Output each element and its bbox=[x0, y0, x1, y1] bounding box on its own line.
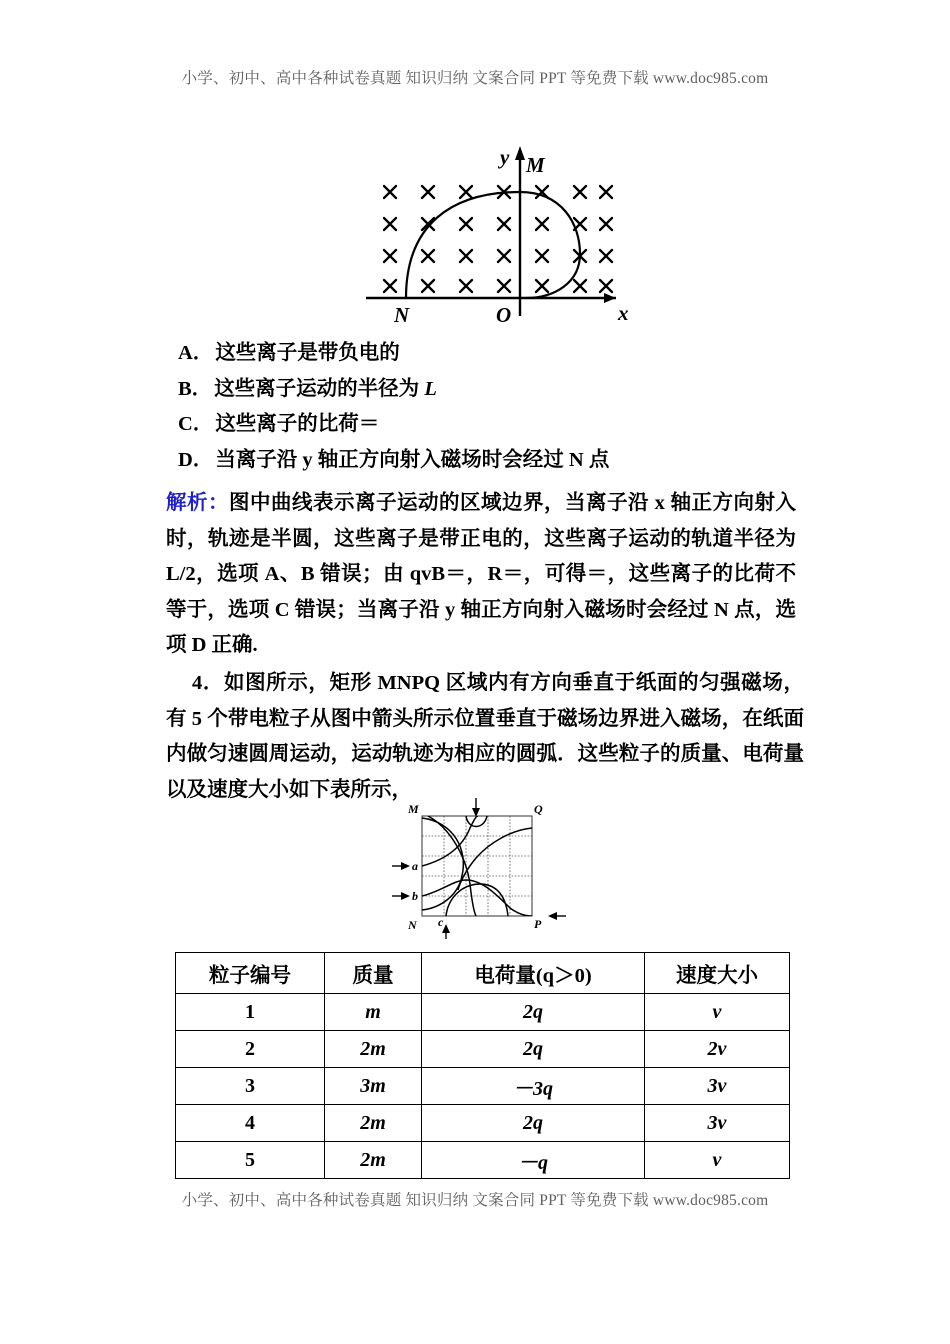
cell-id: 2 bbox=[176, 1031, 325, 1068]
watermark-footer: 小学、初中、高中各种试卷真题 知识归纳 文案合同 PPT 等免费下载 www.doc985.com bbox=[181, 1192, 769, 1209]
cell-mass: 2m bbox=[325, 1142, 422, 1179]
option-a-text: 这些离子是带负电的 bbox=[215, 342, 400, 364]
label-M: M bbox=[408, 802, 419, 816]
cell-speed: 2v bbox=[645, 1031, 790, 1068]
label-x-axis: x bbox=[618, 301, 629, 325]
table-header-row bbox=[176, 953, 790, 994]
mnpq-particle-diagram bbox=[370, 798, 585, 940]
cell-mass: 2m bbox=[325, 1105, 422, 1142]
table-row bbox=[176, 1068, 790, 1105]
header-mass: 质量 bbox=[325, 953, 422, 994]
option-b-label: B． bbox=[178, 377, 213, 400]
option-b-math: L bbox=[424, 377, 437, 400]
cell-speed: v bbox=[645, 994, 790, 1031]
option-b[interactable] bbox=[178, 372, 798, 408]
question-4-block bbox=[166, 666, 804, 808]
label-a: a bbox=[412, 859, 418, 873]
cell-mass: m bbox=[325, 994, 422, 1031]
cell-mass: 3m bbox=[325, 1068, 422, 1105]
label-N: N bbox=[408, 918, 417, 932]
question-4-text: 如图所示，矩形 MNPQ 区域内有方向垂直于纸面的匀强磁场，有 5 个带电粒子从图中箭头所示位置垂直于磁场边界进入磁场，在纸面内做匀速圆周运动，运动轨迹为相应的圆弧．这些粒子的质量、电荷量以及速度大小如下表所示， bbox=[166, 672, 805, 801]
label-Q: Q bbox=[534, 802, 543, 816]
cell-speed: 3v bbox=[645, 1068, 790, 1105]
figure2-svg bbox=[370, 798, 585, 940]
option-c-text: 这些离子的比荷＝ bbox=[215, 413, 380, 435]
cell-charge: 2q bbox=[422, 994, 645, 1031]
explanation-label: 解析： bbox=[166, 492, 229, 514]
figure1-svg bbox=[348, 138, 638, 330]
table-row bbox=[176, 994, 790, 1031]
option-c-label: C． bbox=[178, 413, 214, 435]
cell-speed: v bbox=[645, 1142, 790, 1179]
cell-charge: 2q bbox=[422, 1105, 645, 1142]
cell-speed: 3v bbox=[645, 1105, 790, 1142]
label-M: M bbox=[526, 153, 545, 177]
table-row bbox=[176, 1031, 790, 1068]
label-O: O bbox=[496, 303, 512, 327]
option-d[interactable] bbox=[178, 443, 798, 479]
header-particle-id: 粒子编号 bbox=[176, 953, 325, 994]
explanation-text: 图中曲线表示离子运动的区域边界，当离子沿 x 轴正方向射入时，轨迹是半圆，这些离子是带正电的，这些离子运动的轨道半径为 L/2，选项 A、B 错误；由 qvB＝，R＝，可得＝，这些离子的比荷不等于，选项 C 错误；当离子沿 y 轴正方向射入磁场时会经过 N 点，选项 D 正确. bbox=[166, 492, 796, 656]
header-speed: 速度大小 bbox=[645, 953, 790, 994]
ion-trajectory-field-diagram bbox=[348, 138, 638, 330]
x-axis-arrowhead bbox=[604, 293, 616, 303]
cell-id: 5 bbox=[176, 1142, 325, 1179]
label-P: P bbox=[534, 917, 542, 931]
label-y-axis: y bbox=[500, 145, 510, 169]
option-a-label: A． bbox=[178, 342, 214, 364]
label-c: c bbox=[438, 915, 444, 929]
cell-charge: －q bbox=[422, 1142, 645, 1179]
cell-mass: 2m bbox=[325, 1031, 422, 1068]
explanation-block bbox=[166, 486, 796, 664]
particle-arcs bbox=[422, 816, 532, 916]
cell-id: 4 bbox=[176, 1105, 325, 1142]
cell-id: 3 bbox=[176, 1068, 325, 1105]
option-d-text: 当离子沿 y 轴正方向射入磁场时会经过 N 点 bbox=[215, 448, 610, 471]
table-row bbox=[176, 1142, 790, 1179]
option-b-text: 这些离子运动的半径为 bbox=[214, 377, 425, 400]
y-axis-arrowhead bbox=[515, 146, 525, 160]
label-N: N bbox=[394, 303, 410, 327]
table-row bbox=[176, 1105, 790, 1142]
particle-data-table bbox=[175, 952, 790, 1179]
label-b: b bbox=[412, 889, 418, 903]
option-a[interactable] bbox=[178, 336, 798, 372]
option-d-label: D． bbox=[178, 448, 214, 471]
cell-id: 1 bbox=[176, 994, 325, 1031]
watermark-header: 小学、初中、高中各种试卷真题 知识归纳 文案合同 PPT 等免费下载 www.doc985.com bbox=[181, 70, 769, 87]
header-charge: 电荷量(q＞0) bbox=[422, 953, 645, 994]
question-4-number: 4． bbox=[192, 672, 224, 694]
option-c[interactable] bbox=[178, 407, 798, 443]
cell-charge: 2q bbox=[422, 1031, 645, 1068]
cell-charge: －3q bbox=[422, 1068, 645, 1105]
answer-options-list bbox=[178, 336, 798, 478]
